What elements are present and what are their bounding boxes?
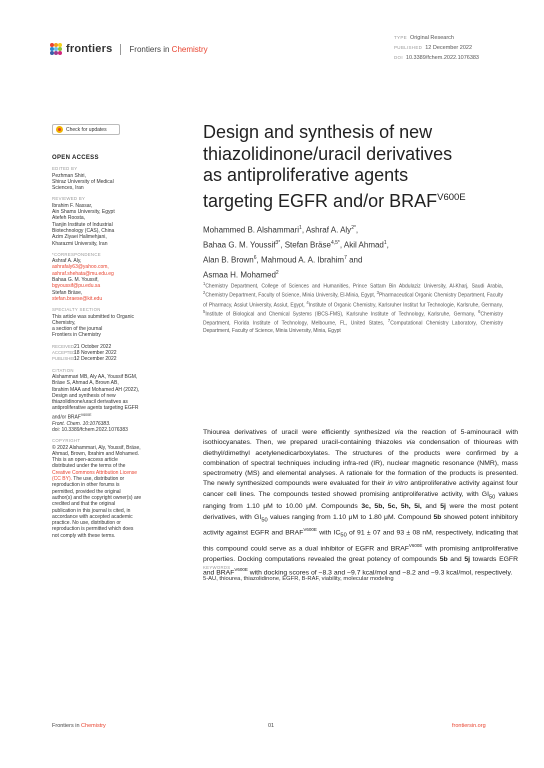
reviewed-by-list xyxy=(52,203,152,247)
author-sep: and xyxy=(346,255,363,265)
citation-text-part: Ibrahim MAA and Mohamed AH (2022), xyxy=(52,386,140,393)
email-link[interactable]: stefan.braese@kit.edu xyxy=(52,295,103,302)
meta-row xyxy=(394,33,479,43)
author-sep: , xyxy=(280,240,285,250)
copyright-line: Ahmad, Brown, Ibrahim and Mohamed. xyxy=(52,450,139,457)
list-line: Pezhman Shiri, xyxy=(52,172,86,179)
license-link[interactable]: (CC BY). xyxy=(52,476,72,483)
edited-by-heading: EDITED BY xyxy=(52,166,78,172)
meta-value[interactable]: 10.3389/fchem.2022.1076383 xyxy=(405,55,479,61)
author-sep: , xyxy=(386,240,389,250)
citation-line xyxy=(52,405,152,411)
date-value: 21 October 2022 xyxy=(74,343,112,350)
date-value: 12 December 2022 xyxy=(74,356,117,363)
copyright-line: This is an open-access article xyxy=(52,457,118,464)
title-line xyxy=(203,144,503,166)
citation-text-part: antiproliferative agents targeting EGFR xyxy=(52,405,139,412)
affil-sup: 4 xyxy=(306,299,309,305)
keywords-heading: KEYWORDS xyxy=(203,565,231,570)
list-line: Frontiers in Chemistry xyxy=(52,332,101,339)
author-sup: 7 xyxy=(344,255,347,262)
meta-row xyxy=(394,43,479,53)
affil-sup: 5 xyxy=(203,309,206,315)
article-meta xyxy=(394,33,479,63)
title-text: thiazolidinone/uracil derivatives xyxy=(203,143,453,164)
citation-text-part: Bräse S, Ahmad A, Brown AB, xyxy=(52,380,119,387)
citation-sup: V600E xyxy=(80,412,92,417)
list-line: Ibrahim F. Nassar, xyxy=(52,202,93,209)
author-sup: 2* xyxy=(351,225,356,231)
author-name[interactable]: Alan B. Brown xyxy=(203,255,254,265)
journal-logo[interactable] xyxy=(50,43,208,55)
keywords: 5-AU, thiourea, thiazolidinone, EGFR, B-RAF, viability, molecular modeling xyxy=(203,576,394,582)
author-sep: , xyxy=(301,225,306,235)
affiliations xyxy=(203,281,503,335)
title-text: targeting EGFR and/or BRAF xyxy=(203,190,438,211)
author-name[interactable]: Mohammed B. Alshammari xyxy=(203,225,300,235)
affil-text: Chemistry Department, College of Sciences and Humanities, Prince Sattam Bin Abdulaziz University, Al-Kharj, Saudi Arabia, xyxy=(205,283,503,290)
copyright-line: practice. No use, distribution or xyxy=(52,520,121,527)
copyright-line: permitted, provided the original xyxy=(52,488,121,495)
footer-site-link[interactable]: frontiersin.org xyxy=(452,723,486,729)
citation-text-part: Alshammari MB, Aly AA, Youssif BGM, xyxy=(52,373,138,380)
specialty-list xyxy=(52,314,152,339)
citation-text-part: doi: 10.3389/fchem.2022.1076383 xyxy=(52,426,128,433)
author-name[interactable]: Ashraf A. Aly xyxy=(305,225,352,235)
title-text: as antiproliferative agents xyxy=(203,165,409,185)
author-sep: , xyxy=(339,240,344,250)
author-name[interactable]: Asmaa H. Mohamed xyxy=(203,270,276,280)
citation-line xyxy=(52,412,152,421)
author-sup: 4,5* xyxy=(330,240,340,247)
list-line: Azim Ziyaei Halimehjani, xyxy=(52,234,107,241)
meta-key: TYPE xyxy=(394,35,407,40)
title-line xyxy=(203,187,503,213)
affil-sup: 3 xyxy=(376,290,379,296)
frontiers-logo-icon xyxy=(50,43,62,55)
copyright-line: © 2022 Alshammari, Aly, Youssif, Bräse, xyxy=(52,444,141,451)
journal-title: Frontiers in Chemistry xyxy=(129,44,208,54)
affil-text: Institute of Organic Chemistry, Karlsruher Institut fur Technologie, Karlsruhe, Germany, xyxy=(308,302,503,309)
author-sep: , xyxy=(355,225,359,235)
correspondence-heading: *CORRESPONDENCE xyxy=(52,251,101,257)
copyright-line: reproduction in other forums is xyxy=(52,482,120,489)
author-sup: 1 xyxy=(299,225,302,231)
copyright-line: publication in this journal is cited, in xyxy=(52,507,131,514)
affil-text: Chemistry Department, Faculty of Science, Minia University, El-Minia, Egypt, xyxy=(205,293,377,300)
edited-by-list xyxy=(52,173,152,192)
copyright-line: not comply with these terms. xyxy=(52,532,116,539)
list-line: This article was submitted to Organic xyxy=(52,313,134,320)
author-sup: 3* xyxy=(275,240,281,247)
list-line: Chemistry, xyxy=(52,319,76,326)
list-line: Sciences, Iran xyxy=(52,185,84,192)
copyright-line: credited and that the original xyxy=(52,501,116,508)
list-line: Ashraf A. Aly, xyxy=(52,258,82,265)
author-sep: , xyxy=(256,255,261,265)
date-key: RECEIVED xyxy=(52,343,74,349)
meta-key: DOI xyxy=(394,55,403,60)
citation-text-part: Design and synthesis of new xyxy=(52,392,116,399)
author-list xyxy=(203,222,503,282)
affil-text: Chemistry Department, Florida Institute of Technology, Melbourne, FL, United States, xyxy=(203,311,503,328)
affil-text: Institute of Biological and Chemical Systems (IBCS-FMS), Karlsruhe Institute of Technology, Karlsruhe, Germany, xyxy=(205,311,479,318)
copyright-line: reproduction is permitted which does xyxy=(52,526,134,533)
list-line: Ain Shams University, Egypt xyxy=(52,209,115,216)
specialty-heading: SPECIALTY SECTION xyxy=(52,307,101,313)
author-name[interactable]: Akil Ahmad xyxy=(343,240,384,250)
list-line: Kharazmi University, Iran xyxy=(52,240,108,247)
check-for-updates-button[interactable] xyxy=(52,124,120,135)
article-sidebar xyxy=(52,155,152,539)
list-line: Atefeh Roosta, xyxy=(52,215,86,222)
email-link[interactable]: ashraf.shehata@mu.edu.eg xyxy=(52,270,114,277)
list-line: Biotechnology (CAS), China xyxy=(52,227,115,234)
list-line: Shiraz University of Medical xyxy=(52,178,114,185)
date-value: 18 November 2022 xyxy=(74,350,117,357)
dates-list xyxy=(52,344,152,363)
date-key: ACCEPTED xyxy=(52,350,76,356)
affil-sup: 7 xyxy=(387,318,391,324)
correspondence-list[interactable] xyxy=(52,258,152,302)
citation-line xyxy=(52,427,152,433)
title-sup: V600E xyxy=(437,191,466,203)
email-link[interactable]: ashrafaly63@yahoo.com, xyxy=(52,264,109,271)
meta-value: Original Research xyxy=(409,35,454,41)
affil-sup: 2 xyxy=(203,290,206,296)
meta-value: 12 December 2022 xyxy=(425,45,472,51)
copyright-line: author(s) and the copyright owner(s) are xyxy=(52,494,142,501)
copyright-text-part: The use, distribution or xyxy=(72,476,125,483)
author-name[interactable]: Bahaa G. M. Youssif xyxy=(203,240,276,250)
article-title xyxy=(203,122,503,212)
citation-journal: Front. Chem. 10:1076383. xyxy=(52,420,111,427)
meta-key: PUBLISHED xyxy=(394,45,423,50)
author-sup: 6 xyxy=(253,255,257,262)
affil-text: Pharmaceutical Organic Chemistry Department, Faculty of Pharmacy, Assiut University, Assiut, Egypt, xyxy=(203,293,503,309)
check-updates-label: Check for updates xyxy=(66,126,107,133)
license-link[interactable]: Creative Commons Attribution License xyxy=(52,469,138,476)
copyright-line: distributed under the terms of the xyxy=(52,463,126,470)
title-line xyxy=(203,165,503,187)
copyright-text xyxy=(52,445,152,539)
citation-heading: CITATION xyxy=(52,367,74,373)
brand-name: frontiers xyxy=(66,43,113,55)
title-line xyxy=(203,122,503,144)
meta-row xyxy=(394,53,479,63)
citation-text-part: thiazolidinone/uracil derivatives as xyxy=(52,399,128,406)
email-link[interactable]: bgyoussif@pu.edu.sa xyxy=(52,283,101,290)
logo-divider xyxy=(120,44,121,55)
affil-sup: 6 xyxy=(478,309,481,315)
citation-text xyxy=(52,374,152,433)
list-line: Stefan Bräse, xyxy=(52,289,83,296)
list-line: a section of the journal xyxy=(52,326,103,333)
date-key: PUBLISHED xyxy=(52,356,77,362)
list-line: Bahaa G. M. Youssif, xyxy=(52,277,99,284)
abstract: Thiourea derivatives of uracil were efficiently synthesized via the reaction of 5-aminouracil with isothiocyanates. Then, we prepared uracil-containing thiazoles via condensation of thioureas with diethyl/dimethyl acetylenedicarboxylates. The structures of the products were confirmed by a combination of spectral techniques including infra-red (IR), nuclear magnetic resonance (NMR), mass spectrometry (MS) and elemental analyses. A rationale for the formation of the products is presented. The newly synthesized compounds were evaluated for their in vitro antiproliferative activity against four cancer cell lines. The compounds tested showed promising antiproliferative activity, with $GI_{50}$ values ranging from 1.10 μM to 10.00 μM. Compounds 3c, 5b, 5c, 5h, 5i, and 5j were the most potent derivatives, with $GI_{50}$ values ranging from 1.10 μM to 1.80 μM. Compound 5b showed potent inhibitory activity against EGFR and $BRAF^{V600E}$ with $IC_{50}$ of 91 ± 07 and 93 ± 08 nM, respectively, indicating that this compound could serve as a dual inhibitor of EGFR and $BRAF^{V600E}$ with promising antiproliferative properties. Docking computations revealed the great potency of compounds 5b and 5j towards EGFR and $BRAF^{V600E}$ with docking scores of −8.3 and −9.7 kcal/mol and −8.2 and −9.3 kcal/mol, respectively. xyxy=(203,429,519,577)
author-name[interactable]: Mahmoud A. A. Ibrahim xyxy=(260,255,345,265)
title-text: Design and synthesis of new xyxy=(203,122,433,142)
affil-text: Computational Chemistry Laboratory, Chemistry Department, Faculty of Science, Minia University, Minia, Egypt xyxy=(203,321,503,334)
date-row xyxy=(52,356,152,362)
footer-journal: Frontiers in Chemistry xyxy=(52,723,106,729)
list-line: Tianjin Institute of Industrial xyxy=(52,221,113,228)
author-sup: 1 xyxy=(383,240,387,247)
check-updates-icon xyxy=(56,126,63,133)
page-number: 01 xyxy=(268,723,275,729)
copyright-line: accordance with accepted academic xyxy=(52,513,133,520)
author-sup: 2 xyxy=(275,270,279,277)
copyright-heading: COPYRIGHT xyxy=(52,438,81,444)
citation-text-part: and/or BRAF xyxy=(52,414,81,421)
author-name[interactable]: Stefan Bräse xyxy=(284,240,331,250)
open-access-label: OPEN ACCESS xyxy=(52,155,99,161)
reviewed-by-heading: REVIEWED BY xyxy=(52,196,86,202)
affil-sup: 1 xyxy=(203,281,206,286)
